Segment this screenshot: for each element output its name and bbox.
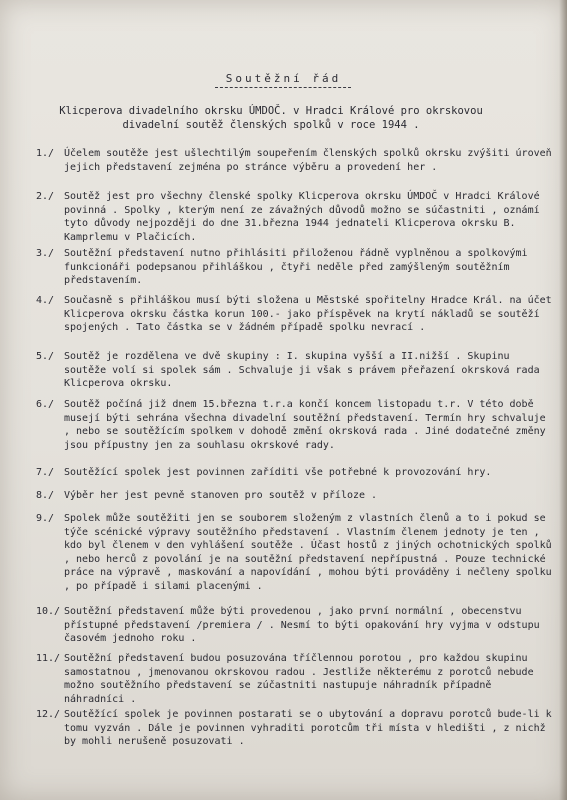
paragraph-number: 11./ bbox=[36, 653, 61, 664]
paragraph-text: Soutěžní představení nutno přihlásiti přiloženou řádně vyplněnou a spolkovými funkcionáři podepsanou přihláškou , čtyři neděle před zamýšleným soutěžním představením. bbox=[64, 248, 528, 286]
paragraph-number: 5./ bbox=[36, 351, 55, 362]
paragraph-text: Výběr her jest pevně stanoven pro soutěž v příloze . bbox=[64, 490, 378, 501]
paragraph-number: 2./ bbox=[36, 191, 55, 202]
document-subtitle: Klicperova divadelního okrsku ÚMDOČ. v Hradci Králové pro okrskovou divadelní soutěž členských spolků v roce 1944 . bbox=[59, 105, 483, 131]
paragraph-text: Účelem soutěže jest ušlechtilým soupeřením členských spolků okrsku zvýšiti úroveň jejich představení zejména po stránce výběru a provedení her . bbox=[64, 148, 552, 173]
paragraph-text: Soutěžící spolek je povinnen postarati se o ubytování a dopravu porotců bude-li k tomu vyzván . Dále je povinnen vyhraditi porotcům tři místa v hledišti , z nichž by mohli nerušeně posuzovati . bbox=[64, 709, 552, 747]
page-edge-shadow bbox=[559, 0, 567, 800]
paragraph-text: Soutěžící spolek jest povinnen zaříditi vše potřebné k provozování hry. bbox=[64, 467, 492, 478]
document-title: Soutěžní řád bbox=[225, 72, 342, 85]
paragraph-text: Současně s přihláškou musí býti složena u Městské spořitelny Hradce Král. na účet Klicperova okrsku částka korun 100.- jako příspěvek na krytí nákladů se soutěží spojených . Tato částka se v žádném případě spolku nevrací . bbox=[64, 295, 552, 333]
paragraph-number: 8./ bbox=[36, 490, 55, 501]
paragraph-text: Soutěž počíná již dnem 15.března t.r.a končí koncem listopadu t.r. V této době musejí býti sehrána všechna divadelní soutěžní představení. Termín hry schvaluje , nebo se soutěžícím spolkem v dohodě změní okrsková rada . Jiné dodatečné změny jsou přípustny jen za souhlasu okrskové rady. bbox=[64, 399, 546, 451]
paragraph-number: 12./ bbox=[36, 709, 61, 720]
paragraph-number: 3./ bbox=[36, 248, 55, 259]
paragraph-text: Soutěžní představení budou posuzována tříčlennou porotou , pro každou skupinu samostatnou , jmenovanou okrskovou radou . Jestliže některému z porotců nebude možno soutěžního představení se zúčastniti nastupuje náhradník případně náhradníci . bbox=[64, 653, 534, 705]
paragraph-text: Spolek může soutěžiti jen se souborem složeným z vlastních členů a to i pokud se týče scénické výpravy soutěžního představení . Vlastním členem jednoty je ten , kdo byl členem v den vyhlášení soutěže . Účast hostů z jiných ochotnických spolků , nebo herců z povolání je na soutěžní představení nepřípustná . Pouze technické práce na výpravě , maskování a napovídání , mohou býti prováděny i nečleny spolku , po případě i silami placenými . bbox=[64, 513, 552, 592]
paragraph-number: 9./ bbox=[36, 513, 55, 524]
paragraph-number: 4./ bbox=[36, 295, 55, 306]
paragraph-number: 7./ bbox=[36, 467, 55, 478]
paragraph-number: 1./ bbox=[36, 148, 55, 159]
paragraph-number: 6./ bbox=[36, 399, 55, 410]
paragraph-text: Soutěž jest pro všechny členské spolky Klicperova okrsku ÚMDOČ v Hradci Králové povinná . Spolky , kterým není ze závažných důvodů možno se súčastniti , oznámí tyto důvody nejpozději do dne 31.března 1944 jednateli Klicperova okrsku B. Kamprlemu v Plačicích. bbox=[64, 191, 540, 243]
title-underline bbox=[215, 87, 351, 88]
paragraph-number: 10./ bbox=[36, 606, 61, 617]
paragraph-text: Soutěžní představení může býti provedenou , jako první normální , obecenstvu přístupné představení /premiera / . Nesmí to býti opakování hry vyjma v odstupu časovém jednoho roku . bbox=[64, 606, 540, 644]
paragraph-text: Soutěž je rozdělena ve dvě skupiny : I. skupina vyšší a II.nižší . Skupinu soutěže volí si spolek sám . Schvaluje ji však s právem přeřazení okrsková rada Klicperova okrsku. bbox=[64, 351, 540, 389]
